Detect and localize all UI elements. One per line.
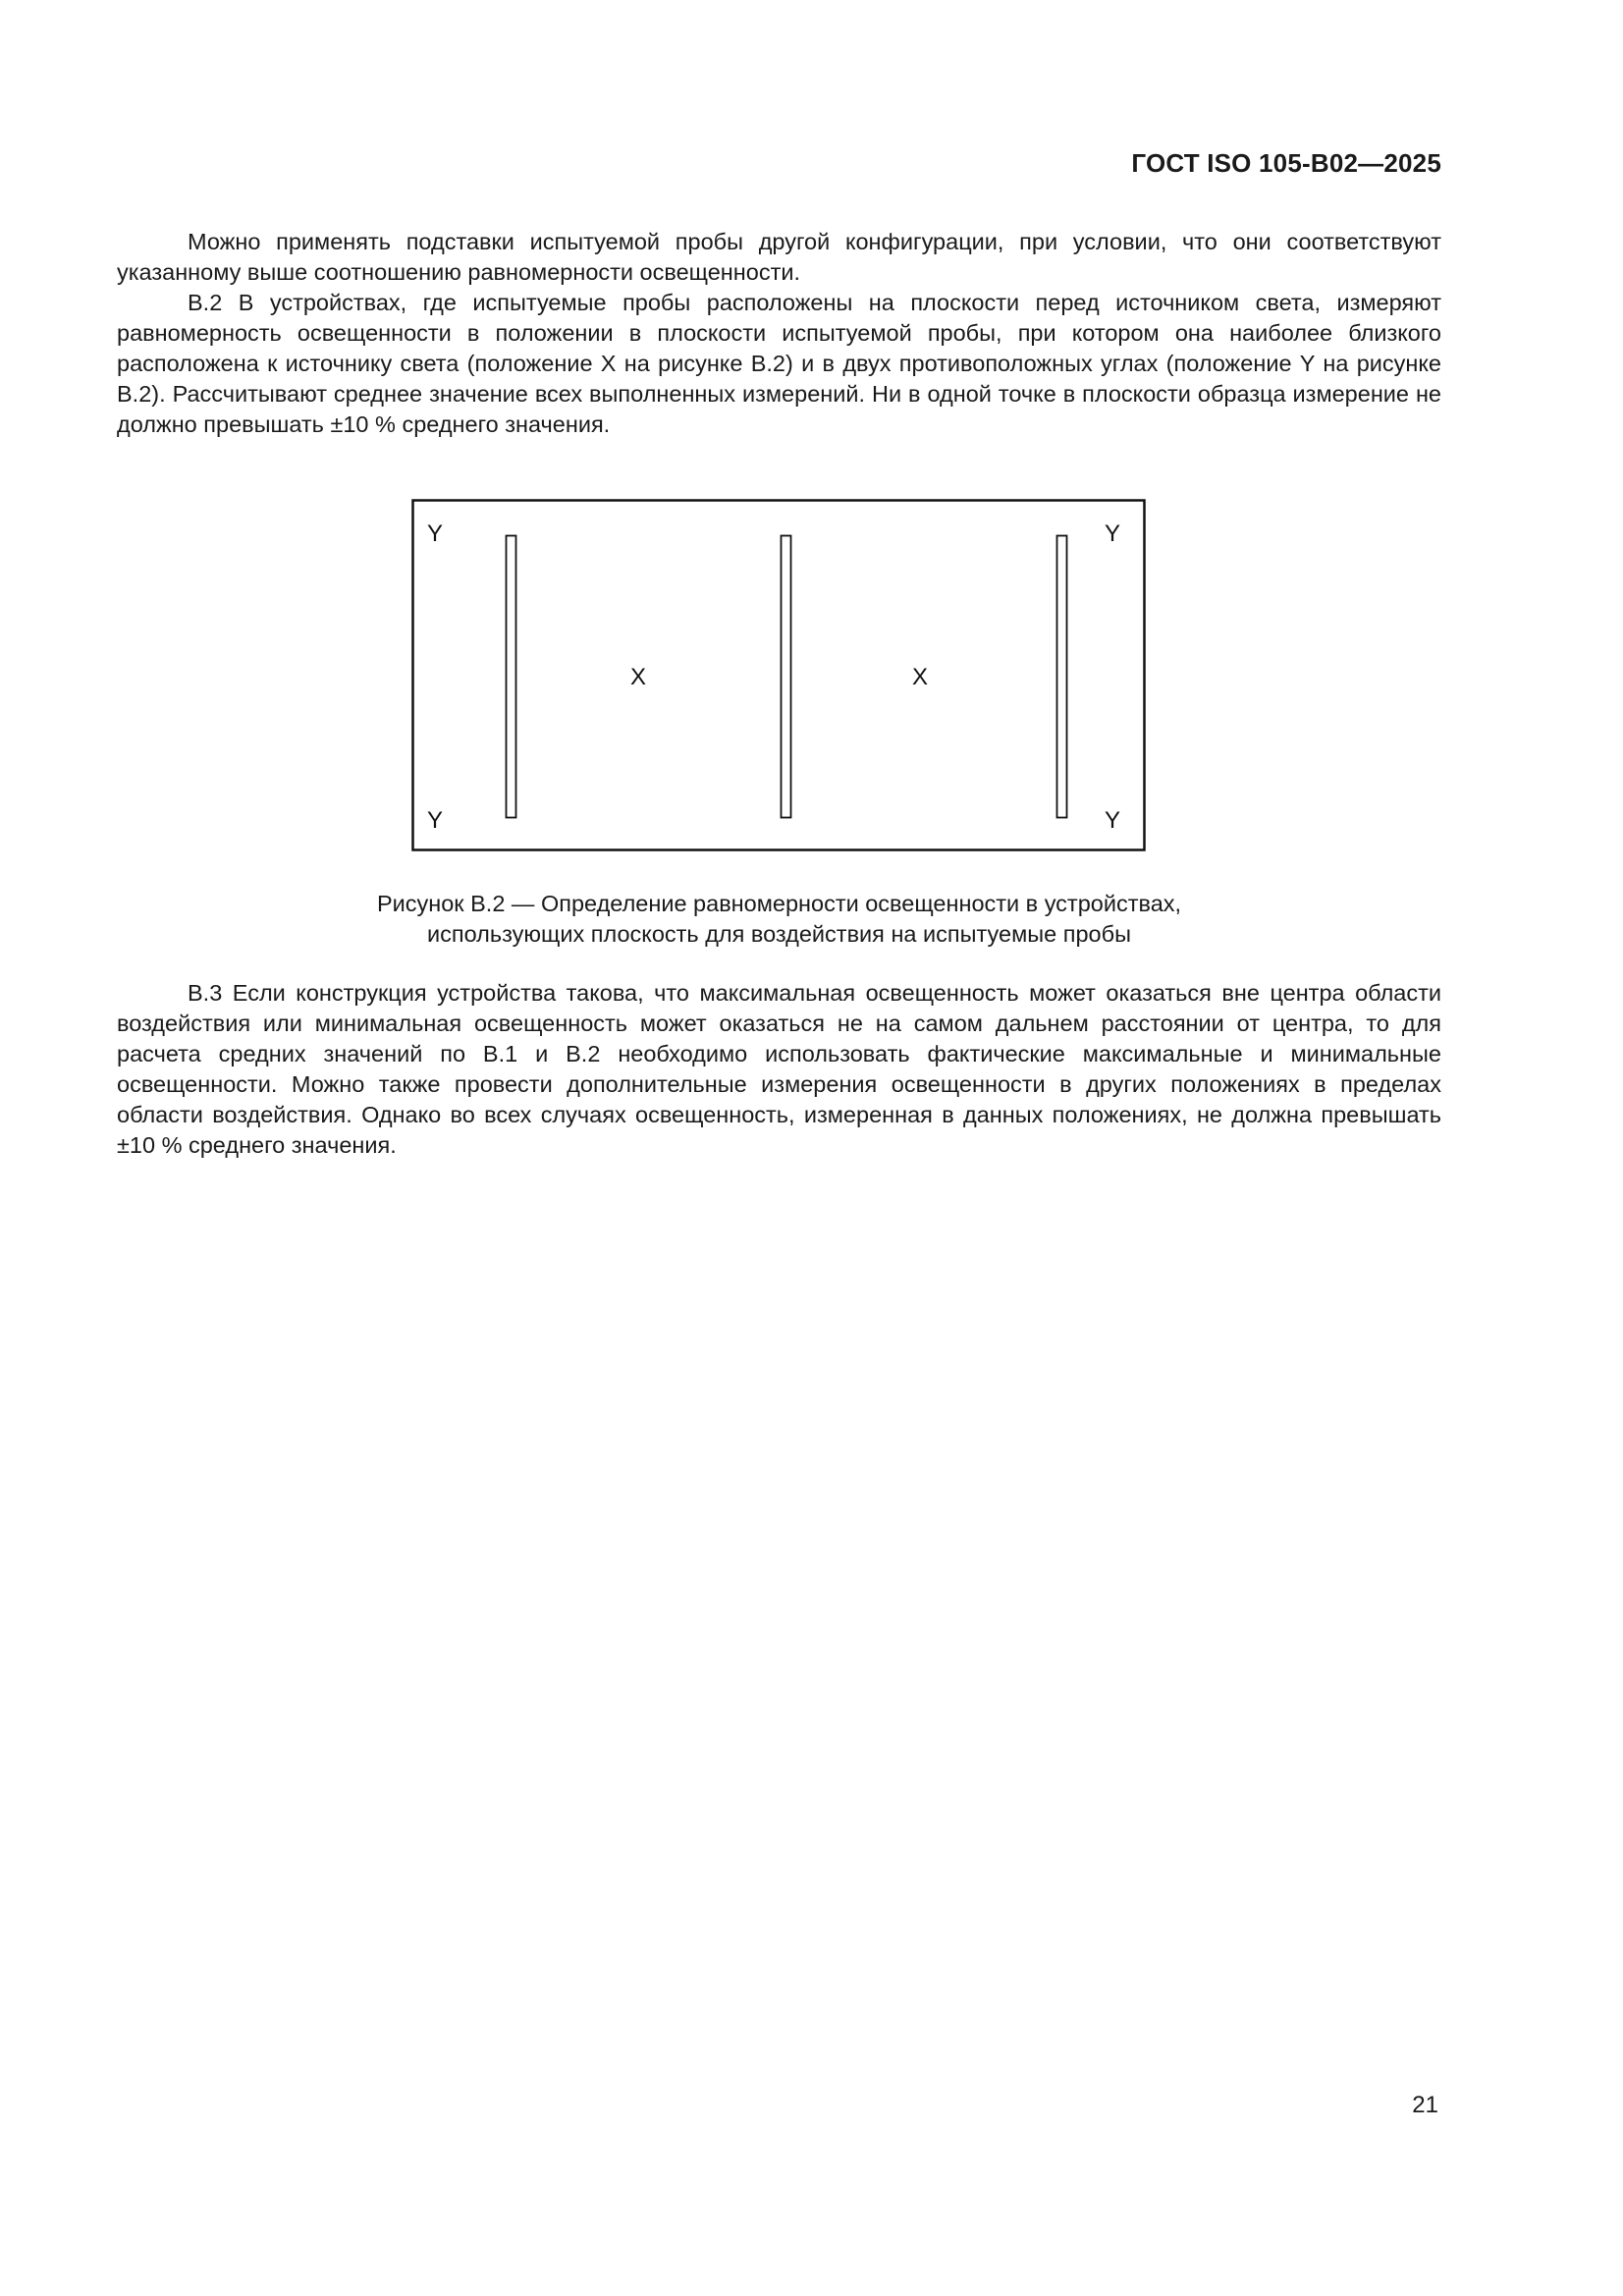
figure-caption [117,889,1441,950]
label-y-bottom-left: Y [427,807,444,834]
sample-holder-left [507,536,516,818]
sample-holder-center [782,536,791,818]
sample-holder-right [1057,536,1067,818]
caption-line-1: Рисунок B.2 — Определение равномерности освещенности в устройствах, [376,891,1182,916]
figure-b2-diagram [411,499,1146,851]
paragraph-stand-configuration: Можно применять подставки испытуемой пробы другой конфигурации, при условии, что они соответствуют указанному выше соотношению равномерности освещенности. [117,229,1441,285]
caption-line-2: использующих плоскость для воздействия на испытуемые пробы [427,921,1131,947]
paragraph-b2: B.2 В устройствах, где испытуемые пробы расположены на плоскости перед источником света, измеряют равномерность освещенности в положении в плоскости испытуемой пробы, при котором она наиболее близкого расположена к источнику света (положение X на рисунке B.2) и в двух противоположных углах (положение Y на рисунке B.2). Рассчитывают среднее значение всех выполненных измерений. Ни в одной точке в плоскости образца измерение не должно превышать ±10 % среднего значения. [117,290,1441,437]
document-code-header: ГОСТ ISO 105-B02—2025 [1131,148,1441,178]
label-y-bottom-right: Y [1105,807,1121,834]
exposure-plane-frame [413,501,1145,850]
page-number: 21 [1412,2092,1438,2118]
label-y-top-left: Y [427,520,444,547]
body-text-bottom [117,978,1441,1161]
label-y-top-right: Y [1105,520,1121,547]
paragraph-b3: B.3 Если конструкция устройства такова, что максимальная освещенность может оказаться вне центра области воздействия или минимальная освещенность может оказаться не на самом дальнем расстоянии от центра, то для расчета средних значений по B.1 и B.2 необходимо использовать фактические максимальные и минимальные освещенности. Можно также провести дополнительные измерения освещенности в других положениях в пределах области воздействия. Однако во всех случаях освещенность, измеренная в данных положениях, не должна превышать ±10 % среднего значения. [117,980,1441,1158]
label-x-center-right: X [912,664,929,690]
body-text-top [117,227,1441,440]
label-x-center-left: X [630,664,647,690]
